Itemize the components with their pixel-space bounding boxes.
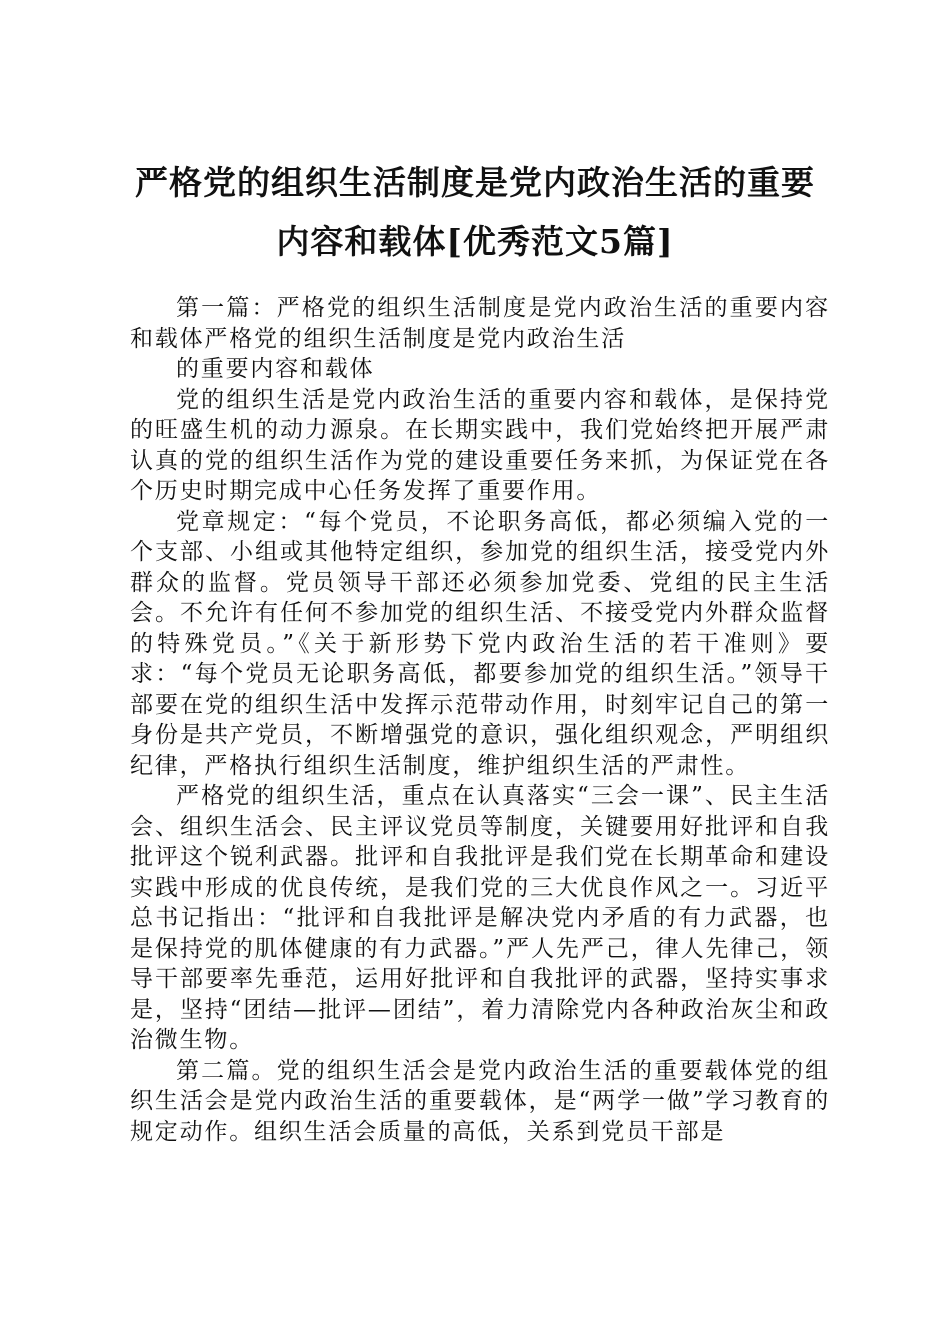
paragraph-5: 严格党的组织生活，重点在认真落实“三会一课”、民主生活会、组织生活会、民主评议党员等制度，关键要用好批评和自我批评这个锐利武器。批评和自我批评是我们党在长期革命和建设实践中形成的优良传统，是我们党的三大优良作风之一。习近平总书记指出：“批评和自我批评是解决党内矛盾的有力武器，也是保持党的肌体健康的有力武器。”严人先严己，律人先律己，领导干部要率先垂范，运用好批评和自我批评的武器，坚持实事求是，坚持“团结—批评—团结”，着力清除党内各种政治灰尘和政治微生物。 [130, 783, 830, 1053]
paragraph-4: 党章规定：“每个党员，不论职务高低，都必须编入党的一个支部、小组或其他特定组织，参加党的组织生活，接受党内外群众的监督。党员领导干部还必须参加党委、党组的民主生活会。不允许有任何不参加党的组织生活、不接受党内外群众监督的特殊党员。”《关于新形势下党内政治生活的若干准则》要求：“每个党员无论职务高低，都要参加党的组织生活。”领导干部要在党的组织生活中发挥示范带动作用，时刻牢记自己的第一身份是共产党员，不断增强党的意识，强化组织观念，严明组织纪律，严格执行组织生活制度，维护组织生活的严肃性。 [130, 508, 830, 779]
paragraph-2: 的重要内容和载体 [176, 356, 375, 382]
document-title-line-1: 严格党的组织生活制度是党内政治生活的重要 [135, 163, 815, 202]
document-body [130, 293, 830, 1147]
paragraph-1: 第一篇：严格党的组织生活制度是党内政治生活的重要内容和载体严格党的组织生活制度是党内政治生活 [130, 295, 830, 352]
paragraph-3: 党的组织生活是党内政治生活的重要内容和载体，是保持党的旺盛生机的动力源泉。在长期实践中，我们党始终把开展严肃认真的党的组织生活作为党的建设重要任务来抓，为保证党在各个历史时期完成中心任务发挥了重要作用。 [130, 386, 830, 504]
document-title-line-2: 内容和载体[优秀范文5篇] [276, 222, 674, 261]
paragraph-6: 第二篇。党的组织生活会是党内政治生活的重要载体党的组织生活会是党内政治生活的重要载体，是“两学一做”学习教育的规定动作。组织生活会质量的高低，关系到党员干部是 [130, 1057, 830, 1145]
